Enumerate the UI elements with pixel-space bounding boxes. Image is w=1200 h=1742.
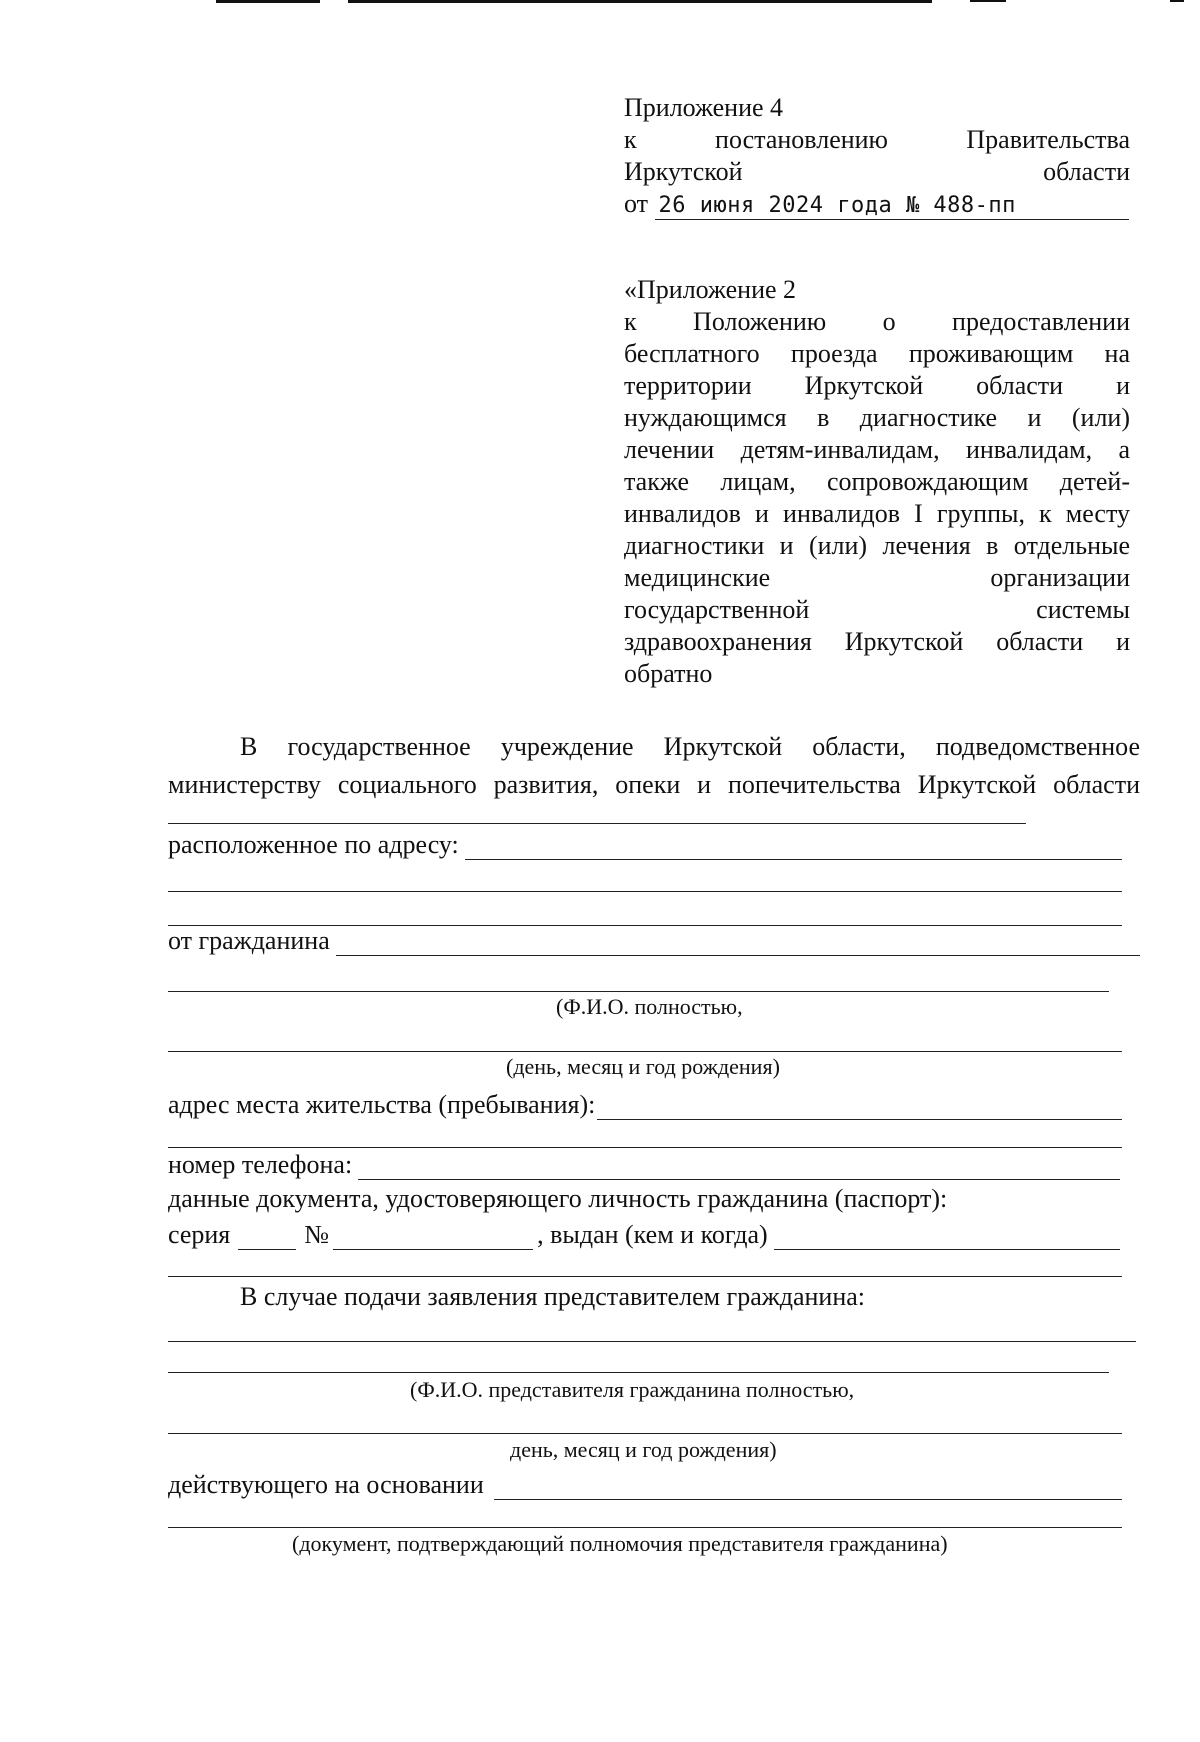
citizen-name-field[interactable] [336, 933, 1140, 956]
appendix-4-header [624, 92, 1130, 220]
issued-label: , выдан (кем и когда) [537, 1220, 768, 1249]
issued-field-line2[interactable] [168, 1276, 1122, 1277]
from-citizen-label: от гражданина [168, 926, 330, 955]
appendix-4-date-line: от 26 июня 2024 года № 488-пп [624, 188, 1130, 220]
number-field[interactable] [333, 1227, 533, 1250]
appendix-4-line1: к постановлению Правительства [624, 125, 1131, 154]
issued-field[interactable] [774, 1227, 1120, 1250]
residence-row [168, 1090, 1122, 1120]
representative-birthdate-field[interactable] [168, 1433, 1122, 1434]
address-field[interactable] [465, 837, 1122, 860]
appendix-2-line: также лицам, сопровождающим детей- [624, 467, 1130, 496]
appendix-2-title: «Приложение 2 [624, 275, 797, 304]
appendix-2-line: к Положению о предоставлении [624, 307, 1130, 336]
appendix-2-line: нуждающимся в диагностике и (или) [624, 403, 1130, 432]
appendix-4-title: Приложение 4 [624, 93, 784, 122]
representative-name-field-line2[interactable] [168, 1372, 1109, 1373]
id-document-label: данные документа, удостоверяющего личность гражданина (паспорт): [168, 1184, 948, 1213]
phone-field[interactable] [358, 1157, 1120, 1180]
appendix-2-line: государственной системы [624, 595, 1130, 624]
representative-heading: В случае подачи заявления представителем гражданина: [240, 1282, 866, 1311]
caption-representative-fio: (Ф.И.О. представителя гражданина полностью, [410, 1377, 855, 1402]
appendix-2-line: здравоохранения Иркутской области и [624, 627, 1130, 656]
id-document-row [168, 1184, 1140, 1214]
passport-row [168, 1220, 1120, 1250]
representative-name-field[interactable] [168, 1341, 1136, 1342]
addressee-line1: В государственное учреждение Иркутской области, подведомственное [240, 732, 1140, 761]
appendix-2-line: медицинские организации [624, 563, 1130, 592]
series-label: серия [168, 1220, 231, 1249]
appendix-2-line: диагностики и (или) лечения в отдельные [624, 531, 1130, 560]
scan-top-edge [0, 0, 1200, 8]
residence-field[interactable] [597, 1097, 1122, 1120]
representative-heading-row [168, 1282, 1140, 1312]
appendix-2-header [624, 274, 1130, 690]
appendix-4-line2: Иркутской области [624, 157, 1130, 186]
residence-label: адрес места жительства (пребывания): [168, 1090, 596, 1119]
address-row [168, 830, 1122, 860]
appendix-2-line: бесплатного проезда проживающим на [624, 339, 1130, 368]
birthdate-field[interactable] [168, 1051, 1122, 1052]
basis-field[interactable] [494, 1477, 1122, 1500]
addressee-paragraph [168, 728, 1140, 804]
number-label: № [304, 1220, 330, 1249]
basis-row [168, 1470, 1122, 1500]
appendix-2-line: территории Иркутской области и [624, 371, 1130, 400]
caption-fio: (Ф.И.О. полностью, [556, 994, 743, 1019]
addressee-line2: министерству социального развития, опеки и попечительства Иркутской области [168, 770, 1140, 799]
caption-authority-document: (документ, подтверждающий полномочия представителя гражданина) [292, 1531, 948, 1556]
address-label: расположенное по адресу: [168, 830, 459, 859]
series-field[interactable] [238, 1227, 296, 1250]
from-citizen-row [168, 926, 1140, 956]
appendix-2-line: инвалидов и инвалидов I группы, к месту [624, 499, 1130, 528]
institution-name-field[interactable] [168, 823, 1026, 824]
basis-field-line2[interactable] [168, 1527, 1122, 1528]
appendix-2-line: обратно [624, 659, 713, 688]
caption-representative-birthdate: день, месяц и год рождения) [510, 1437, 777, 1462]
appendix-2-line: лечении детям-инвалидам, инвалидам, а [624, 435, 1130, 464]
phone-label: номер телефона: [168, 1150, 353, 1179]
residence-field-line2[interactable] [168, 1147, 1122, 1148]
citizen-name-field-line2[interactable] [168, 991, 1109, 992]
caption-birthdate: (день, месяц и год рождения) [506, 1054, 780, 1079]
basis-label: действующего на основании [168, 1470, 484, 1499]
address-field-line2[interactable] [168, 891, 1122, 892]
resolution-date: 26 июня 2024 года № 488-пп [655, 191, 1129, 220]
phone-row [168, 1150, 1120, 1180]
